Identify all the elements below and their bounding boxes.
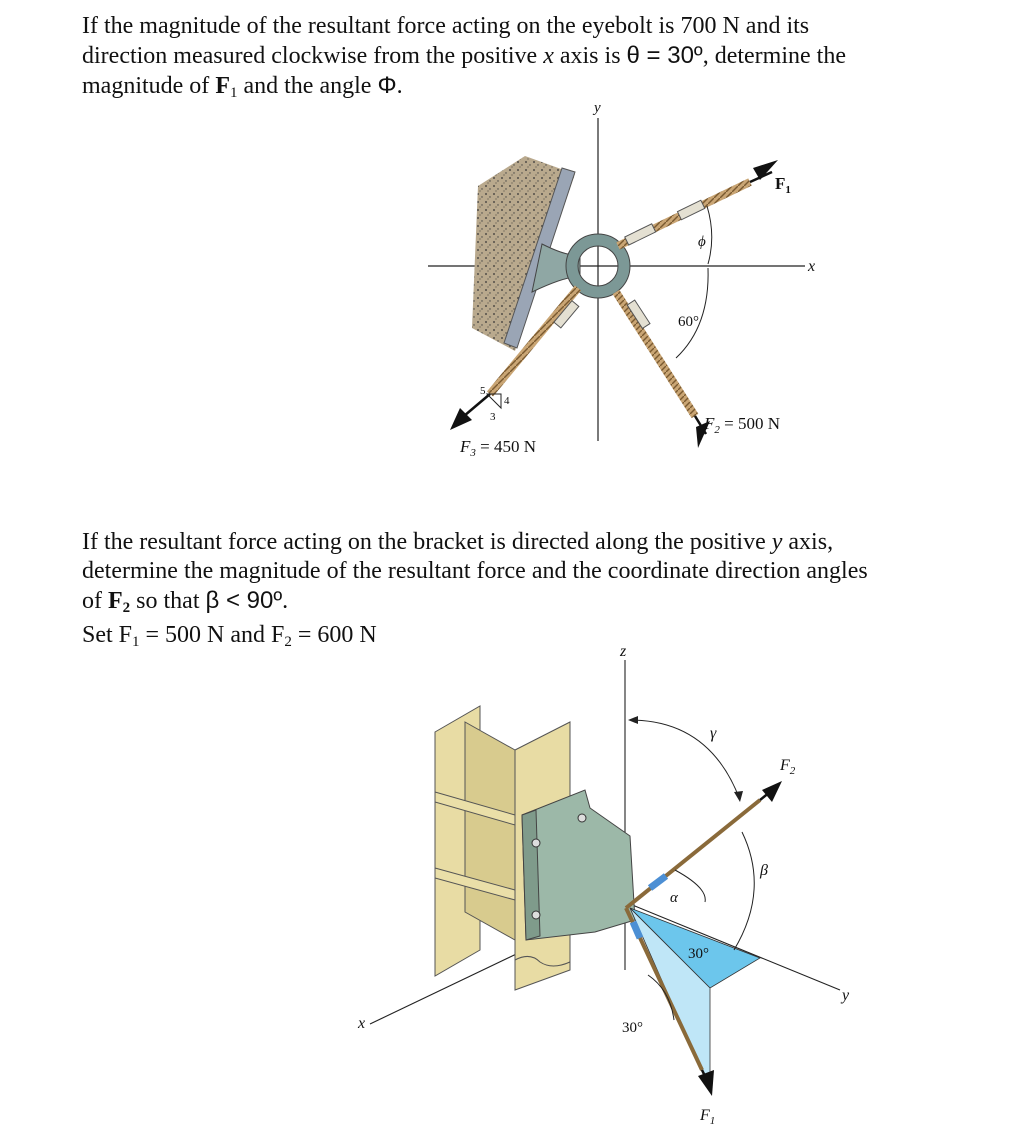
p1-line2-c: , determine the [702, 43, 846, 69]
angle-30-lower: 30° [622, 1020, 643, 1036]
p1-line2-a: direction measured clockwise from the positive [82, 43, 544, 69]
p2-y-var: y [771, 529, 783, 555]
f2-label: $F_2 = 500$ N [704, 414, 781, 436]
eyebolt-figure [420, 96, 840, 466]
axis-y-label: y [594, 100, 601, 116]
p2-line1-a: If the resultant force acting on the bracket is directed along the positive [82, 529, 772, 555]
p2-line2: determine the magnitude of the resultant force and the coordinate direction angles [82, 558, 868, 584]
p1-F: F [215, 73, 230, 99]
axis-y-label-3d: y [842, 987, 850, 1004]
bolt-1 [532, 839, 540, 847]
p1-line1: If the magnitude of the resultant force acting on the eyebolt is 700 N and its [82, 13, 810, 39]
p2-line1-b: axis, [782, 529, 834, 555]
p1-line3-c: . [396, 73, 403, 99]
p1-line3-b: and the angle [237, 73, 378, 99]
rope-f2 [616, 292, 695, 416]
p2-beta: β < 90º [205, 587, 283, 614]
phi-label: ϕ [698, 234, 706, 250]
axis-x-label: x [808, 258, 816, 275]
alpha-label: α [670, 890, 678, 906]
slope-4: 4 [504, 395, 510, 407]
p2-F-sub: 2 [122, 600, 131, 616]
angle-60-arc [676, 268, 708, 358]
f1-label-3d: $F_1$ [700, 1107, 716, 1124]
beta-arc [734, 832, 754, 950]
gamma-label: γ [710, 725, 717, 742]
p2-line4-c: = 600 N [291, 622, 377, 648]
gamma-arc [630, 720, 740, 800]
bolt-3 [578, 814, 586, 822]
f3-label: $F_3 = 450$ N [460, 437, 537, 459]
angle-30-upper: 30° [688, 946, 709, 962]
problem-1-statement [82, 12, 982, 101]
phi-arc [707, 206, 712, 264]
slope-5: 5 [480, 385, 486, 397]
rope-f2-3d [626, 800, 760, 908]
alpha-arc [675, 870, 705, 902]
p1-F-sub: 1 [229, 85, 238, 101]
p2-line3-b: so that [130, 588, 206, 614]
f2-arrowhead-3d [762, 781, 782, 802]
problem-2-statement [82, 528, 1002, 616]
p1-theta: θ = 30º [626, 42, 703, 69]
p2-F2-sub: 2 [284, 634, 292, 650]
f1-arrowhead-3d [698, 1070, 714, 1096]
p2-F: F [108, 588, 123, 614]
beta-label: β [760, 862, 768, 879]
f1-label: $F_1$ [775, 174, 791, 196]
p1-x-var: x [543, 43, 554, 69]
angle-60-label: 60° [678, 314, 699, 330]
bolt-2 [532, 911, 540, 919]
p2-line3-a: of [82, 588, 108, 614]
p1-line2-b: axis is [553, 43, 627, 69]
p2-line4-b: = 500 N and F [139, 622, 285, 648]
p2-line3-c: . [282, 588, 289, 614]
axis-z-label: z [620, 643, 627, 660]
bracket-figure [330, 640, 870, 1124]
p2-F1-sub: 1 [132, 634, 140, 650]
axis-x-label-3d: x [358, 1015, 366, 1032]
f3-arrow-shaft [464, 394, 490, 416]
slope-3: 3 [490, 411, 496, 423]
p2-line4-a: Set F [82, 622, 133, 648]
f2-label-3d: $F_2$ [780, 757, 796, 777]
turnbuckle-f2 [650, 876, 666, 888]
slope-triangle [487, 394, 501, 408]
p1-line3-a: magnitude of [82, 73, 216, 99]
p1-phi: Φ [377, 72, 397, 99]
